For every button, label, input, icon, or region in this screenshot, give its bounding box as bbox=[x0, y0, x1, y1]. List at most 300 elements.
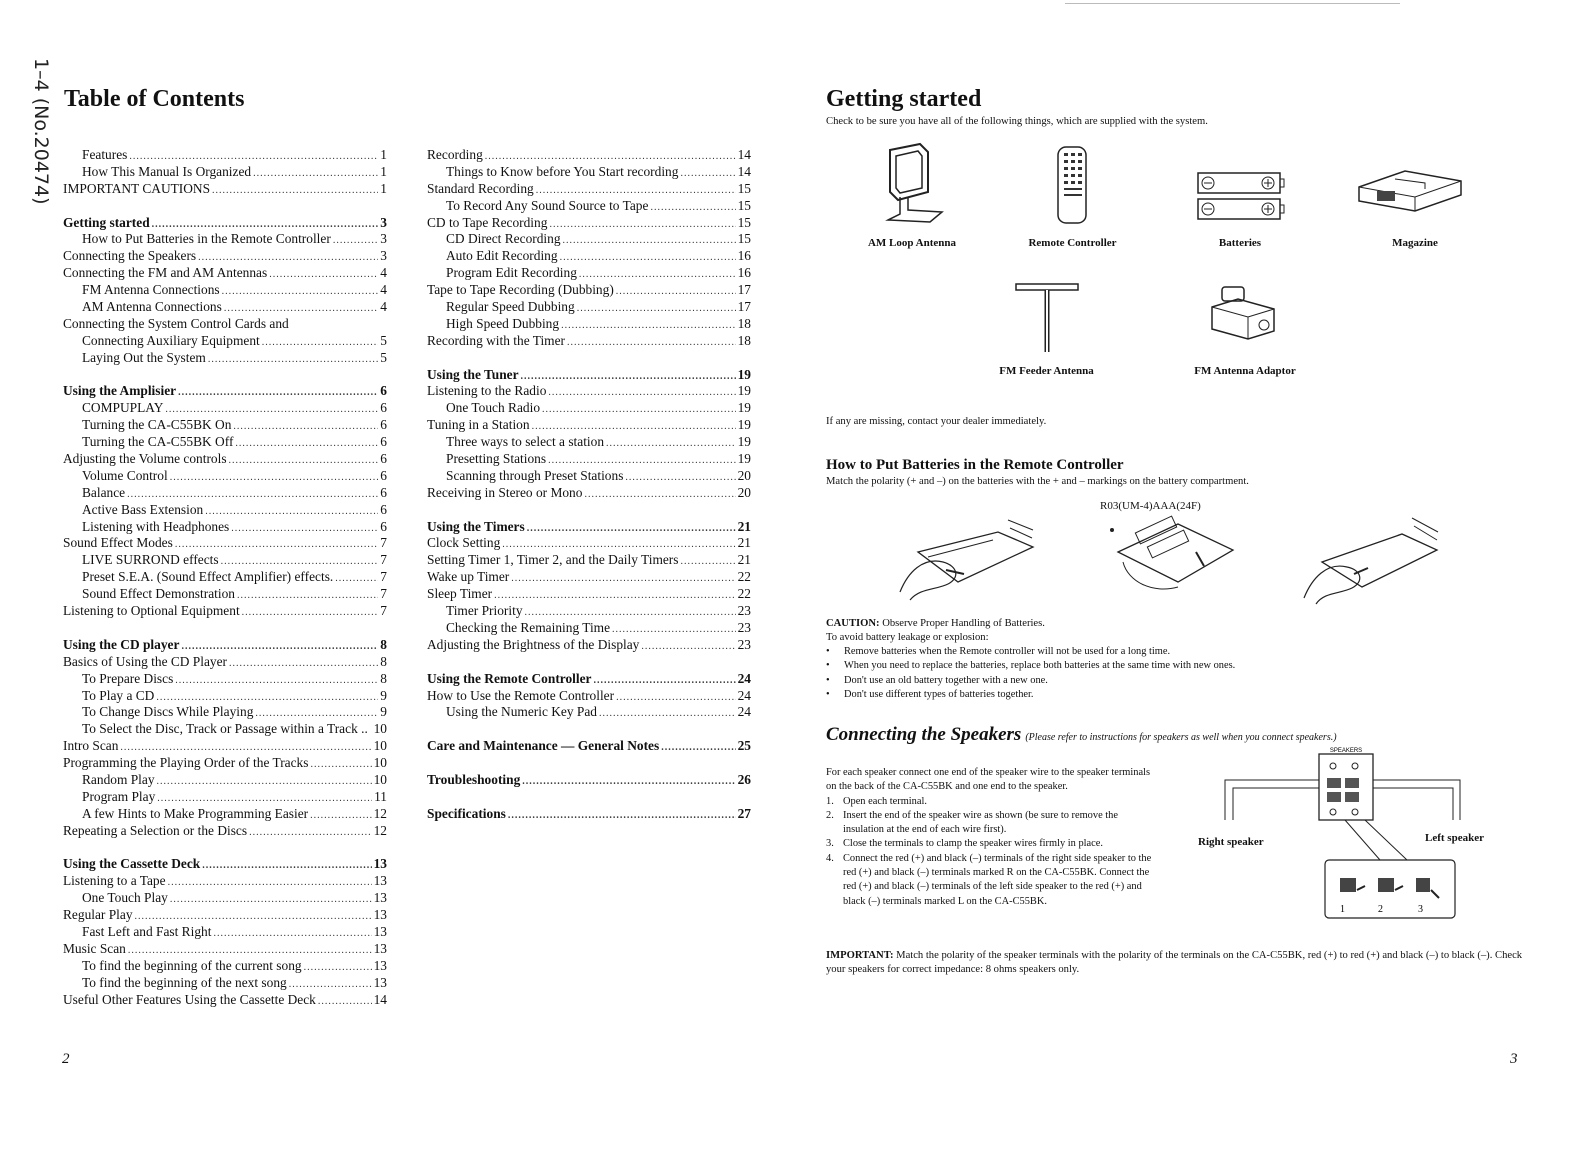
toc-entry-label: Features bbox=[82, 147, 128, 162]
fm-antenna-adaptor-caption: FM Antenna Adaptor bbox=[1194, 365, 1296, 377]
toc-entry-label: Preset S.E.A. (Sound Effect Amplifier) effects. bbox=[82, 569, 334, 585]
toc-leader-dots bbox=[249, 825, 372, 842]
toc-entry-label: FM Antenna Connections bbox=[82, 282, 220, 298]
toc-entry-page: 4 bbox=[380, 282, 387, 298]
toc-entry[interactable] bbox=[63, 552, 387, 569]
toc-entry-label: Random Play bbox=[82, 771, 155, 787]
toc-section-heading[interactable] bbox=[63, 637, 387, 654]
toc-entry-label: Listening with Headphones bbox=[82, 518, 230, 534]
toc-entry[interactable] bbox=[63, 316, 387, 333]
toc-entry[interactable] bbox=[427, 704, 751, 721]
toc-entry-page: 24 bbox=[737, 670, 751, 686]
toc-entry-page: 16 bbox=[737, 265, 751, 281]
page-number-left: 2 bbox=[62, 1051, 70, 1067]
toc-entry-page: 19 bbox=[737, 451, 751, 467]
toc-section-heading[interactable] bbox=[427, 519, 751, 536]
toc-entry[interactable] bbox=[427, 637, 751, 654]
toc-leader-dots bbox=[680, 166, 735, 183]
toc-leader-dots bbox=[661, 740, 735, 757]
toc-entry-page: 23 bbox=[737, 619, 751, 635]
toc-entry-page: 1 bbox=[380, 147, 387, 162]
remote-open-cover-illustration bbox=[898, 512, 1038, 602]
batteries-heading: How to Put Batteries in the Remote Controller bbox=[826, 457, 1124, 473]
toc-entry-label: To Prepare Discs bbox=[82, 670, 174, 686]
speaker-step-number: 3. bbox=[826, 838, 834, 850]
toc-entry[interactable] bbox=[63, 992, 387, 1009]
remote-controller-caption: Remote Controller bbox=[1028, 237, 1117, 249]
toc-entry[interactable] bbox=[427, 316, 751, 333]
toc-entry-label: To find the beginning of the next song bbox=[82, 974, 287, 990]
toc-leader-dots bbox=[157, 774, 372, 791]
toc-leader-dots bbox=[335, 571, 378, 588]
toc-leader-dots bbox=[213, 926, 371, 943]
toc-leader-dots bbox=[616, 690, 736, 707]
toc-entry-page: 14 bbox=[737, 147, 751, 162]
caution-bullet-item: • Don't use different types of batteries together. bbox=[826, 688, 1386, 702]
toc-entry[interactable] bbox=[63, 485, 387, 502]
toc-entry-label: CD Direct Recording bbox=[446, 231, 561, 247]
toc-entry-page: 13 bbox=[373, 940, 387, 956]
toc-entry[interactable] bbox=[63, 755, 387, 772]
toc-entry-page: 9 bbox=[380, 687, 387, 703]
toc-entry-page: 8 bbox=[380, 670, 387, 686]
step-number-2: 2 bbox=[1378, 904, 1383, 915]
toc-entry-page: 19 bbox=[737, 434, 751, 450]
toc-entry-label: Connecting the System Control Cards and bbox=[63, 315, 289, 331]
toc-entry-label: Program Edit Recording bbox=[446, 265, 577, 281]
remote-close-cover-illustration bbox=[1302, 512, 1442, 607]
toc-entry-page: 3 bbox=[380, 231, 387, 247]
toc-entry-label: Basics of Using the CD Player bbox=[63, 653, 228, 669]
toc-entry-page: 22 bbox=[737, 569, 751, 585]
toc-entry-label: Regular Play bbox=[63, 907, 133, 923]
toc-entry-label: Tuning in a Station bbox=[427, 417, 530, 433]
step-number-1: 1 bbox=[1340, 904, 1345, 915]
toc-entry-label: Fast Left and Fast Right bbox=[82, 923, 212, 939]
toc-leader-dots bbox=[599, 706, 736, 723]
toc-entry[interactable] bbox=[63, 924, 387, 941]
toc-entry-page: 15 bbox=[737, 231, 751, 247]
toc-entry-label: Connecting Auxiliary Equipment bbox=[82, 332, 260, 348]
toc-entry[interactable] bbox=[427, 248, 751, 265]
toc-leader-dots bbox=[168, 875, 372, 892]
toc-section-heading[interactable] bbox=[427, 671, 751, 688]
toc-entry[interactable] bbox=[427, 586, 751, 603]
speaker-steps-list bbox=[826, 795, 1156, 909]
toc-section-heading[interactable] bbox=[427, 738, 751, 755]
toc-leader-dots bbox=[269, 267, 378, 284]
toc-entry[interactable] bbox=[427, 552, 751, 569]
toc-entry-page: 6 bbox=[380, 400, 387, 416]
toc-entry-label: Programming the Playing Order of the Tracks bbox=[63, 755, 309, 771]
speaker-step bbox=[826, 795, 1156, 809]
toc-entry[interactable] bbox=[63, 958, 387, 975]
toc-entry-page: 25 bbox=[737, 738, 751, 754]
toc-entry[interactable] bbox=[427, 164, 751, 181]
toc-entry-label: Things to Know before You Start recording bbox=[446, 163, 679, 179]
toc-entry-page: 23 bbox=[737, 603, 751, 619]
toc-entry[interactable] bbox=[427, 265, 751, 282]
toc-entry[interactable] bbox=[63, 248, 387, 265]
toc-entry-page: 6 bbox=[380, 434, 387, 450]
magazine-caption: Magazine bbox=[1392, 237, 1438, 249]
toc-entry[interactable] bbox=[63, 181, 387, 198]
toc-leader-dots bbox=[242, 605, 379, 622]
toc-entry-label: One Touch Radio bbox=[446, 400, 541, 416]
toc-entry[interactable] bbox=[427, 299, 751, 316]
left-speaker-label: Left speaker bbox=[1425, 832, 1484, 844]
toc-entry[interactable] bbox=[63, 772, 387, 789]
remote-insert-batteries-illustration bbox=[1108, 512, 1248, 602]
toc-entry-page: 6 bbox=[380, 484, 387, 500]
toc-entry-label: How to Put Batteries in the Remote Controller bbox=[82, 231, 331, 247]
toc-entry-page: 5 bbox=[380, 332, 387, 348]
toc-entry[interactable] bbox=[427, 688, 751, 705]
toc-leader-dots bbox=[229, 453, 379, 470]
toc-entry-label: Using the Numeric Key Pad bbox=[446, 704, 597, 720]
toc-entry[interactable] bbox=[63, 806, 387, 823]
remote-controller-icon bbox=[1055, 145, 1091, 227]
batteries-instruction: Match the polarity (+ and –) on the batteries with the + and – markings on the battery compartment. bbox=[826, 476, 1249, 487]
toc-section-heading[interactable] bbox=[427, 772, 751, 789]
toc-entry-label: AM Antenna Connections bbox=[82, 299, 222, 315]
toc-entry-page: 6 bbox=[380, 518, 387, 534]
document-code-label: 1–4 (No.20474) bbox=[30, 58, 52, 205]
toc-spacer bbox=[63, 840, 387, 857]
toc-entry-page: 27 bbox=[737, 805, 751, 821]
toc-entry-page: 7 bbox=[380, 535, 387, 551]
toc-leader-dots bbox=[527, 521, 736, 538]
toc-entry-page: 7 bbox=[380, 569, 387, 585]
toc-entry-page: 19 bbox=[737, 366, 751, 382]
toc-entry-page: 1 bbox=[380, 180, 387, 196]
toc-entry[interactable] bbox=[427, 468, 751, 485]
toc-leader-dots bbox=[202, 858, 371, 875]
toc-entry-page: 10 bbox=[373, 721, 387, 737]
toc-entry[interactable] bbox=[63, 147, 387, 164]
speakers-panel-label: SPEAKERS bbox=[1329, 748, 1363, 754]
toc-entry-label: Receiving in Stereo or Mono bbox=[427, 484, 583, 500]
caution-sub: To avoid battery leakage or explosion: bbox=[826, 632, 989, 643]
toc-entry[interactable] bbox=[63, 451, 387, 468]
toc-entry-page: 10 bbox=[373, 738, 387, 754]
toc-entry-label: Tape to Tape Recording (Dubbing) bbox=[427, 282, 614, 298]
toc-entry-label: To Select the Disc, Track or Passage within a Track .. bbox=[82, 721, 368, 737]
toc-entry-page: 5 bbox=[380, 349, 387, 365]
toc-entry[interactable] bbox=[427, 485, 751, 502]
toc-entry-label: Useful Other Features Using the Cassette Deck bbox=[63, 991, 316, 1007]
toc-entry[interactable] bbox=[63, 350, 387, 367]
toc-entry-page: 13 bbox=[373, 856, 387, 872]
toc-entry-label: Repeating a Selection or the Discs bbox=[63, 822, 248, 838]
toc-spacer bbox=[427, 721, 751, 738]
toc-leader-dots bbox=[229, 656, 378, 673]
toc-entry[interactable] bbox=[63, 502, 387, 519]
toc-section-heading[interactable] bbox=[427, 367, 751, 384]
toc-entry[interactable] bbox=[63, 975, 387, 992]
toc-entry-page: 13 bbox=[373, 890, 387, 906]
toc-entry-page: 13 bbox=[373, 957, 387, 973]
toc-entry-label: Auto Edit Recording bbox=[446, 248, 558, 264]
toc-entry-label: To find the beginning of the current song bbox=[82, 957, 302, 973]
toc-entry-label: How to Use the Remote Controller bbox=[427, 687, 615, 703]
toc-entry-page: 3 bbox=[380, 214, 387, 230]
toc-entry-label: Sleep Timer bbox=[427, 586, 493, 602]
toc-entry[interactable] bbox=[63, 890, 387, 907]
toc-entry-label: Timer Priority bbox=[446, 603, 523, 619]
toc-entry-label: Using the Amplisier bbox=[63, 383, 177, 399]
toc-leader-dots bbox=[594, 673, 736, 690]
toc-entry-label: LIVE SURROND effects bbox=[82, 552, 219, 568]
toc-leader-dots bbox=[262, 335, 379, 352]
toc-section-heading[interactable] bbox=[63, 383, 387, 400]
toc-leader-dots bbox=[205, 504, 378, 521]
toc-leader-dots bbox=[175, 673, 378, 690]
toc-entry-label: Turning the CA-C55BK On bbox=[82, 417, 232, 433]
toc-entry-label: Using the Cassette Deck bbox=[63, 856, 201, 872]
toc-entry[interactable] bbox=[427, 620, 751, 637]
toc-entry-label: Three ways to select a station bbox=[446, 434, 605, 450]
toc-entry[interactable] bbox=[63, 789, 387, 806]
magazine-icon bbox=[1355, 165, 1467, 215]
toc-entry[interactable] bbox=[63, 417, 387, 434]
toc-entry-label: Active Bass Extension bbox=[82, 501, 204, 517]
toc-entry[interactable] bbox=[63, 721, 387, 738]
toc-entry-page: 19 bbox=[737, 400, 751, 416]
batteries-caption: Batteries bbox=[1218, 237, 1262, 249]
toc-entry-label: Presetting Stations bbox=[446, 451, 547, 467]
toc-leader-dots bbox=[542, 402, 736, 419]
toc-entry-page: 19 bbox=[737, 383, 751, 399]
toc-entry[interactable] bbox=[63, 738, 387, 755]
toc-entry-page: 6 bbox=[380, 383, 387, 399]
toc-leader-dots bbox=[522, 774, 735, 791]
toc-entry[interactable] bbox=[427, 569, 751, 586]
toc-leader-dots bbox=[511, 571, 735, 588]
speaker-step bbox=[826, 852, 1156, 909]
caution-bullet-item: • When you need to replace the batteries, replace both batteries at the same time with new ones. bbox=[826, 659, 1386, 673]
toc-entry-label: Wake up Timer bbox=[427, 569, 510, 585]
toc-entry-label: How This Manual Is Organized bbox=[82, 163, 252, 179]
toc-entry-page: 8 bbox=[380, 653, 387, 669]
toc-entry-page: 24 bbox=[737, 704, 751, 720]
toc-entry-label: Program Play bbox=[82, 788, 156, 804]
toc-entry[interactable] bbox=[63, 823, 387, 840]
fm-feeder-antenna-icon bbox=[1012, 280, 1082, 358]
speaker-step-number: 1. bbox=[826, 795, 834, 807]
step-number-3: 3 bbox=[1418, 904, 1423, 915]
toc-entry[interactable] bbox=[63, 468, 387, 485]
toc-entry-page: 15 bbox=[737, 180, 751, 196]
speaker-step-text: Open each terminal. bbox=[843, 795, 927, 807]
toc-entry[interactable] bbox=[63, 434, 387, 451]
toc-leader-dots bbox=[584, 487, 735, 504]
toc-leader-dots bbox=[235, 436, 378, 453]
toc-entry-label: IMPORTANT CAUTIONS bbox=[63, 180, 211, 196]
toc-entry-label: Listening to the Radio bbox=[427, 383, 547, 399]
toc-column-1 bbox=[63, 147, 387, 1008]
am-loop-antenna-icon bbox=[880, 142, 950, 227]
toc-entry-label: Music Scan bbox=[63, 940, 126, 956]
toc-section-heading[interactable] bbox=[63, 215, 387, 232]
toc-leader-dots bbox=[567, 335, 736, 352]
supplied-intro: Check to be sure you have all of the following things, which are supplied with the system. bbox=[826, 116, 1208, 127]
toc-entry-page: 23 bbox=[737, 636, 751, 652]
toc-leader-dots bbox=[170, 470, 379, 487]
toc-spacer bbox=[427, 789, 751, 806]
toc-entry[interactable] bbox=[427, 451, 751, 468]
toc-section-heading[interactable] bbox=[427, 806, 751, 823]
toc-entry-page: 21 bbox=[737, 535, 751, 551]
toc-spacer bbox=[63, 367, 387, 384]
toc-leader-dots bbox=[310, 808, 371, 825]
toc-entry[interactable] bbox=[63, 671, 387, 688]
toc-entry-page: 17 bbox=[737, 282, 751, 298]
toc-entry-page: 18 bbox=[737, 332, 751, 348]
toc-entry[interactable] bbox=[63, 519, 387, 536]
toc-entry[interactable] bbox=[63, 333, 387, 350]
toc-entry-page: 7 bbox=[380, 552, 387, 568]
speakers-heading: Connecting the Speakers bbox=[826, 724, 1022, 745]
toc-entry-label: Turning the CA-C55BK Off bbox=[82, 434, 234, 450]
toc-leader-dots bbox=[521, 369, 736, 386]
toc-entry[interactable] bbox=[63, 603, 387, 620]
toc-leader-dots bbox=[237, 588, 378, 605]
toc-entry-label: Sound Effect Demonstration bbox=[82, 586, 235, 602]
toc-entry[interactable] bbox=[63, 907, 387, 924]
toc-entry[interactable] bbox=[63, 569, 387, 586]
toc-entry[interactable] bbox=[427, 383, 751, 400]
toc-entry[interactable] bbox=[427, 231, 751, 248]
toc-leader-dots bbox=[560, 250, 736, 267]
batteries-icon bbox=[1196, 170, 1286, 222]
toc-entry[interactable] bbox=[63, 299, 387, 316]
toc-leader-dots bbox=[231, 521, 378, 538]
toc-entry[interactable] bbox=[63, 282, 387, 299]
speakers-heading-note: (Please refer to instructions for speakers as well when you connect speakers.) bbox=[1025, 732, 1337, 743]
toc-entry-label: COMPUPLAY bbox=[82, 400, 164, 416]
toc-leader-dots bbox=[680, 554, 735, 571]
toc-leader-dots bbox=[208, 352, 378, 369]
toc-entry-page: 13 bbox=[373, 923, 387, 939]
toc-entry-page: 19 bbox=[737, 417, 751, 433]
toc-entry[interactable] bbox=[427, 181, 751, 198]
toc-entry[interactable] bbox=[63, 941, 387, 958]
toc-entry-page: 6 bbox=[380, 501, 387, 517]
toc-entry-page: 6 bbox=[380, 451, 387, 467]
speaker-intro: For each speaker connect one end of the speaker wire to the speaker terminals on the back of the CA-C55BK and one end to the speaker. bbox=[826, 767, 1150, 793]
toc-spacer bbox=[427, 350, 751, 367]
toc-entry[interactable] bbox=[63, 164, 387, 181]
toc-entry-page: 20 bbox=[737, 484, 751, 500]
toc-entry-page: 14 bbox=[373, 991, 387, 1007]
toc-entry-page: 3 bbox=[380, 248, 387, 264]
toc-entry[interactable] bbox=[63, 586, 387, 603]
toc-entry-page: 13 bbox=[373, 873, 387, 889]
right-speaker-label: Right speaker bbox=[1198, 836, 1264, 848]
toc-entry[interactable] bbox=[427, 215, 751, 232]
toc-entry[interactable] bbox=[63, 704, 387, 721]
toc-leader-dots bbox=[310, 757, 371, 774]
toc-entry[interactable] bbox=[427, 434, 751, 451]
toc-entry[interactable] bbox=[63, 873, 387, 890]
toc-leader-dots bbox=[253, 166, 378, 183]
toc-entry-page: 10 bbox=[373, 755, 387, 771]
toc-entry-label: Care and Maintenance — General Notes bbox=[427, 738, 660, 754]
toc-entry[interactable] bbox=[427, 417, 751, 434]
toc-entry-label: Using the CD player bbox=[63, 636, 180, 652]
speaker-step-text: Insert the end of the speaker wire as shown (be sure to remove the insulation at the end of each wire first). bbox=[843, 809, 1118, 836]
toc-entry[interactable] bbox=[63, 231, 387, 248]
getting-started-title: Getting started bbox=[826, 86, 982, 112]
toc-entry-label: Using the Tuner bbox=[427, 366, 519, 382]
toc-entry[interactable] bbox=[427, 535, 751, 552]
toc-entry-page: 10 bbox=[373, 771, 387, 787]
toc-entry-label: Adjusting the Brightness of the Display bbox=[427, 636, 640, 652]
toc-entry-page: 20 bbox=[737, 467, 751, 483]
toc-entry[interactable] bbox=[427, 333, 751, 350]
toc-entry-label: Standard Recording bbox=[427, 180, 534, 196]
toc-entry-page: 16 bbox=[737, 248, 751, 264]
speaker-step bbox=[826, 837, 1156, 851]
toc-entry-label: Connecting the Speakers bbox=[63, 248, 197, 264]
caution-bullet-item: • Remove batteries when the Remote controller will not be used for a long time. bbox=[826, 645, 1386, 659]
toc-entry-page: 18 bbox=[737, 315, 751, 331]
toc-leader-dots bbox=[233, 419, 378, 436]
toc-entry[interactable] bbox=[427, 603, 751, 620]
toc-leader-dots bbox=[563, 233, 736, 250]
toc-entry-label: Recording bbox=[427, 147, 483, 162]
toc-entry-page: 22 bbox=[737, 586, 751, 602]
toc-spacer bbox=[63, 198, 387, 215]
toc-entry-label: One Touch Play bbox=[82, 890, 168, 906]
missing-note: If any are missing, contact your dealer immediately. bbox=[826, 416, 1047, 427]
speaker-step-number: 4. bbox=[826, 852, 834, 864]
toc-entry[interactable] bbox=[63, 688, 387, 705]
toc-entry[interactable] bbox=[63, 654, 387, 671]
toc-entry-page: 15 bbox=[737, 197, 751, 213]
toc-entry[interactable] bbox=[427, 198, 751, 215]
toc-entry-page: 14 bbox=[737, 163, 751, 179]
caution-bullet-item: • Don't use an old battery together with a new one. bbox=[826, 674, 1386, 688]
toc-entry-page: 6 bbox=[380, 417, 387, 433]
toc-leader-dots bbox=[508, 808, 736, 825]
toc-entry[interactable] bbox=[427, 400, 751, 417]
toc-entry[interactable] bbox=[63, 265, 387, 282]
battery-type-label: R03(UM-4)AAA(24F) bbox=[1100, 500, 1201, 512]
speaker-step-text: Close the terminals to clamp the speaker wires firmly in place. bbox=[843, 838, 1103, 850]
toc-entry[interactable] bbox=[63, 535, 387, 552]
toc-leader-dots bbox=[616, 284, 736, 301]
toc-entry-label: CD to Tape Recording bbox=[427, 214, 548, 230]
toc-entry-label: Recording with the Timer bbox=[427, 332, 565, 348]
caution-bullet-list bbox=[826, 645, 1386, 703]
toc-entry[interactable] bbox=[427, 282, 751, 299]
toc-entry-page: 17 bbox=[737, 299, 751, 315]
toc-entry[interactable] bbox=[427, 147, 751, 164]
fm-antenna-adaptor-icon bbox=[1208, 285, 1280, 340]
toc-entry-label: To Record Any Sound Source to Tape bbox=[446, 197, 649, 213]
toc-entry[interactable] bbox=[63, 400, 387, 417]
toc-entry-page: 4 bbox=[380, 265, 387, 281]
speaker-instructions bbox=[826, 766, 1156, 909]
toc-entry-page: 7 bbox=[380, 586, 387, 602]
toc-section-heading[interactable] bbox=[63, 856, 387, 873]
toc-entry-label: Listening to Optional Equipment bbox=[63, 603, 240, 619]
toc-spacer bbox=[427, 502, 751, 519]
toc-leader-dots bbox=[170, 892, 372, 909]
toc-entry-page: 9 bbox=[380, 704, 387, 720]
